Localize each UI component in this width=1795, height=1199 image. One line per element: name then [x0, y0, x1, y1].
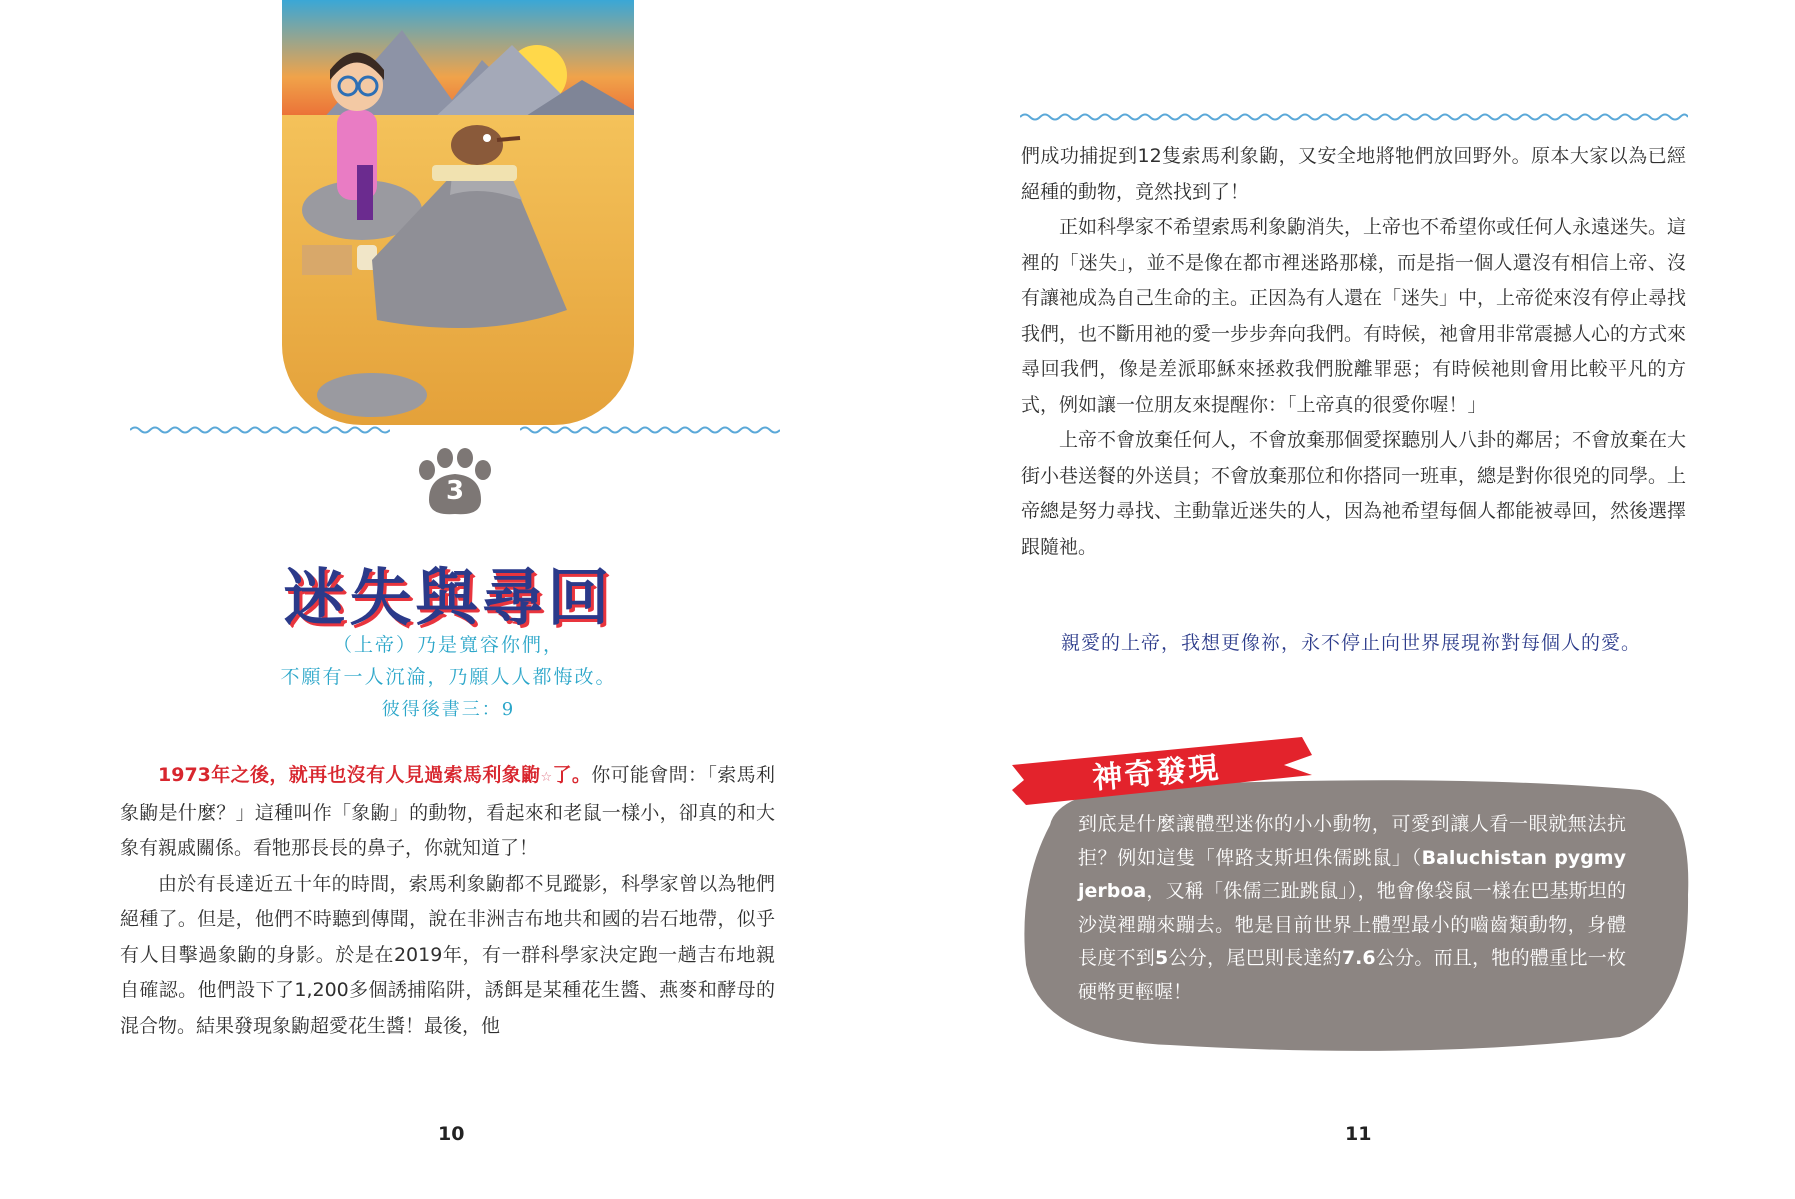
discovery-text-a: 到底是什麼讓體型迷你的小小動物，可愛到讓人看一眼就無法抗拒？例如這隻「俾路支斯坦侏儒跳鼠」（ [1078, 813, 1626, 869]
right-paragraph-3: 上帝不會放棄任何人，不會放棄那個愛探聽別人八卦的鄰居；不會放棄在大街小巷送餐的外送員；不會放棄那位和你搭同一班車，總是對你很兇的同學。上帝總是努力尋找、主動靠近迷失的人，因為祂希望每個人都能被尋回，然後選擇跟隨祂。 [1021, 429, 1687, 558]
discovery-text-g: 公分。而且，牠的體重比一枚硬幣更輕喔！ [1078, 947, 1626, 1003]
chapter-title: 迷失與尋回 [283, 561, 614, 634]
highlight-intro: 1973年之後，就再也沒有人見過索馬利象鼩 [158, 764, 541, 786]
right-paragraph-1: 們成功捕捉到12隻索馬利象鼩，又安全地將牠們放回野外。原本大家以為已經絕種的動物，竟然找到了！ [1021, 145, 1686, 203]
right-paragraph-2: 正如科學家不希望索馬利象鼩消失，上帝也不希望你或任何人永遠迷失。這裡的「迷失」，並不是像在都市裡迷路那樣，而是指一個人還沒有相信上帝、沒有讓祂成為自己生命的主。正因為有人還在「迷失」中，上帝從來沒有停止尋找我們，也不斷用祂的愛一步步奔向我們。有時候，祂會用非常震撼人心的方式來尋回我們，像是差派耶穌來拯救我們脫離罪惡；有時候祂則會用比較平凡的方式，例如讓一位朋友來提醒你：「上帝真的很愛你喔！」 [1021, 216, 1687, 416]
discovery-length-value: 5 [1155, 947, 1169, 969]
discovery-text-c: ，又稱「侏儒三趾跳鼠」），牠會像袋鼠一樣在巴基斯坦的沙漠裡蹦來蹦去。牠是目前世界上體型最小的嚙齒類動物，身體長度不到 [1078, 880, 1626, 969]
left-page [0, 0, 897, 1199]
chapter-illustration [282, 0, 634, 425]
verse-reference: 彼得後書三：9 [381, 699, 516, 720]
highlight-mark: ☆ [540, 770, 553, 785]
highlight-intro-end: 了。 [552, 764, 592, 786]
discovery-tail-value: 7.6 [1341, 947, 1376, 969]
wave-divider-right [520, 425, 780, 435]
page-number-left: 10 [438, 1123, 465, 1145]
discovery-latin-name: Baluchistan pygmy jerboa [1078, 846, 1626, 902]
right-body-text [1021, 139, 1686, 565]
wave-divider-left [130, 425, 390, 435]
page-number-right: 11 [1345, 1123, 1372, 1145]
left-paragraph-1 [120, 758, 775, 867]
wave-divider-top [1020, 112, 1688, 122]
verse-line-2: 不願有一人沉淪，乃願人人都悔改。 [280, 666, 617, 688]
chapter-number: 3 [445, 476, 465, 506]
left-paragraph-2: 由於有長達近五十年的時間，索馬利象鼩都不見蹤影，科學家曾以為牠們絕種了。但是，他們不時聽到傳聞，說在非洲吉布地共和國的岩石地帶，似乎有人目擊過象鼩的身影。於是在2019年，有一群科學家決定跑一趟吉布地親自確認。他們設下了1,200多個誘捕陷阱，誘餌是某種花生醬、燕麥和酵母的混合物。結果發現象鼩超愛花生醬！最後，他 [120, 872, 775, 1037]
prayer-text: 親愛的上帝，我想更像祢，永不停止向世界展現祢對每個人的愛。 [1061, 632, 1642, 654]
discovery-label: 神奇發現 [1091, 750, 1222, 797]
left-paragraph-1-rest: 你可能會問：「索馬利象鼩是什麼？」這種叫作「象鼩」的動物，看起來和老鼠一樣小，卻真的和大象有親戚關係。看牠那長長的鼻子，你就知道了！ [120, 764, 775, 859]
verse-line-1: （上帝）乃是寬容你們， [332, 634, 564, 656]
left-body-text [120, 758, 775, 1044]
discovery-text-e: 公分，尾巴則長達約 [1168, 947, 1342, 969]
discovery-text [1078, 808, 1626, 1009]
paw-icon [415, 448, 495, 518]
